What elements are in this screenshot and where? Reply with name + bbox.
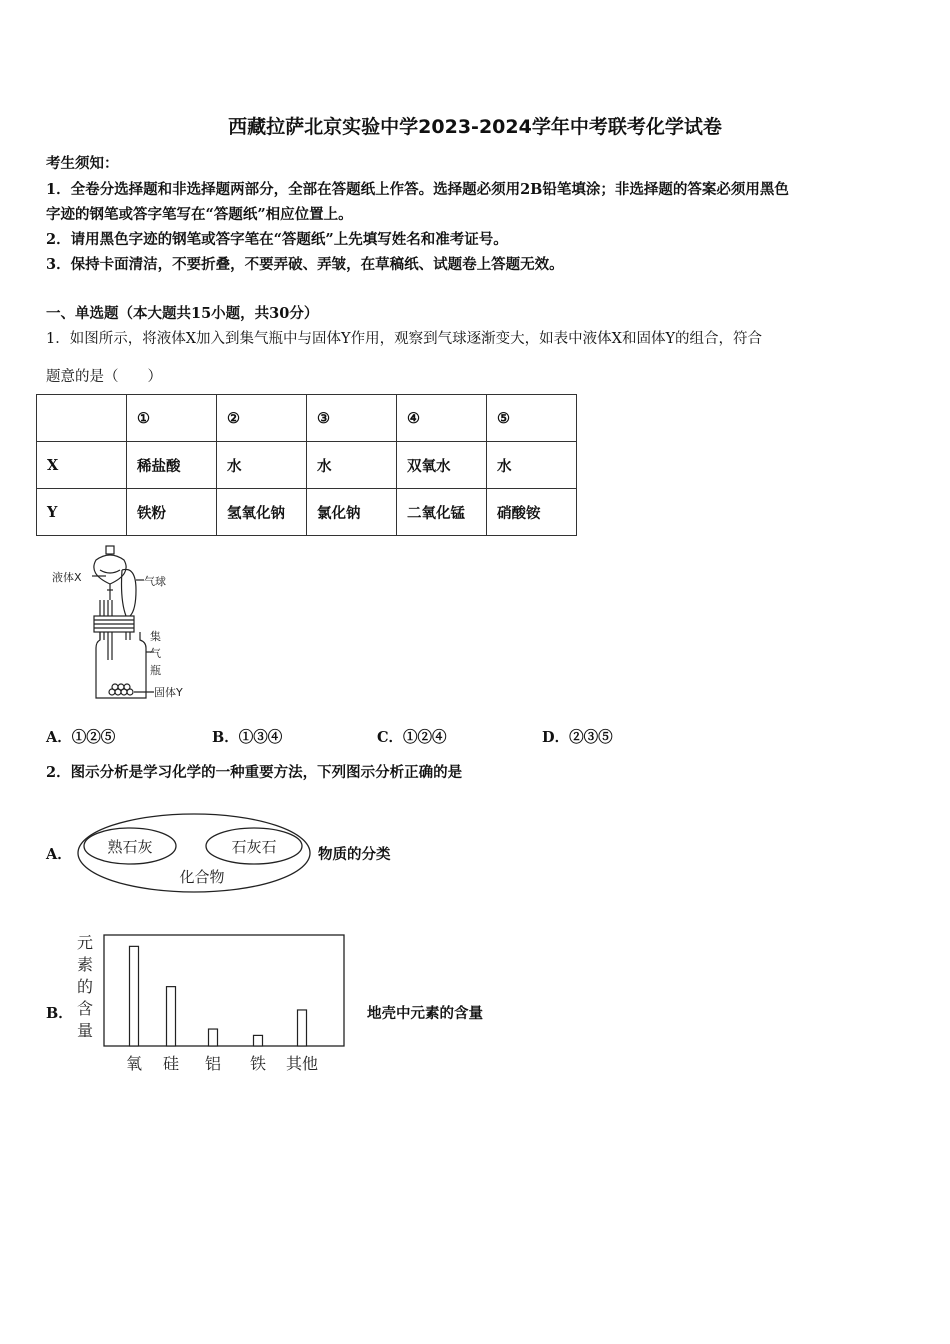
q1-table	[36, 394, 577, 536]
table-row	[37, 395, 577, 442]
bar-3	[209, 1029, 218, 1046]
bar-5	[298, 1010, 307, 1046]
option-letter: A．	[46, 729, 72, 746]
x-tick-label: 其他	[285, 1054, 319, 1073]
plot-frame	[104, 935, 344, 1046]
table-cell: ③	[307, 395, 397, 442]
notice-item-3: 3．保持卡面清洁，不要折叠，不要弄破、弄皱，在草稿纸、试题卷上答题无效。	[46, 256, 564, 273]
table-cell: 双氧水	[397, 442, 487, 489]
label-bottle-3: 瓶	[150, 664, 161, 677]
label-inner-1: 熟石灰	[107, 838, 153, 856]
apparatus-diagram	[50, 540, 210, 710]
option-letter: B．	[212, 729, 239, 746]
label-liquid-x: 液体X	[52, 571, 82, 584]
table-cell: 二氧化锰	[397, 489, 487, 536]
ylabel-char: 量	[76, 1021, 94, 1040]
q1-option-c[interactable]	[377, 726, 447, 747]
table-cell: 水	[307, 442, 397, 489]
x-tick-label: 铁	[249, 1054, 267, 1073]
q2-option-a-letter[interactable]: A．	[46, 846, 72, 863]
q1-option-a[interactable]	[46, 726, 115, 747]
table-row	[37, 489, 577, 536]
q1-option-d[interactable]	[542, 726, 613, 747]
label-balloon: 气球	[144, 575, 166, 588]
table-cell: 氢氧化钠	[217, 489, 307, 536]
bar-1	[130, 946, 139, 1046]
label-solid-y: 固体Y	[154, 686, 183, 699]
table-cell: 水	[217, 442, 307, 489]
notice-heading: 考生须知：	[46, 155, 119, 172]
table-cell: 稀盐酸	[127, 442, 217, 489]
classification-diagram	[74, 808, 319, 896]
q1-option-b[interactable]	[212, 726, 282, 747]
option-letter: C．	[377, 729, 404, 746]
label-bottle-1: 集	[150, 630, 161, 643]
table-cell: 硝酸铵	[487, 489, 577, 536]
ylabel-char: 的	[76, 977, 94, 996]
option-text: ①③④	[238, 729, 283, 746]
table-cell: ④	[397, 395, 487, 442]
table-cell: Y	[37, 489, 127, 536]
bar-4	[254, 1035, 263, 1046]
q2-stem: 2．图示分析是学习化学的一种重要方法，下列图示分析正确的是	[46, 764, 463, 781]
q2-option-a-caption: 物质的分类	[318, 846, 391, 863]
ylabel-char: 元	[76, 933, 94, 952]
label-inner-2: 石灰石	[231, 838, 277, 856]
ylabel-char: 含	[76, 999, 94, 1018]
table-cell: 氯化钠	[307, 489, 397, 536]
table-cell: X	[37, 442, 127, 489]
table-cell: 铁粉	[127, 489, 217, 536]
table-row	[37, 442, 577, 489]
table-cell	[37, 395, 127, 442]
bar-2	[167, 987, 176, 1046]
label-bottle-2: 气	[150, 647, 161, 660]
section-heading: 一、单选题（本大题共15小题，共30分）	[46, 305, 319, 322]
q1-stem-line1: 1．如图所示，将液体X加入到集气瓶中与固体Y作用，观察到气球逐渐变大，如表中液体X和固体Y的组合，符合	[46, 331, 763, 347]
option-text: ①②④	[403, 729, 447, 746]
notice-item-1-cont: 字迹的钢笔或答字笔写在“答题纸”相应位置上。	[46, 206, 353, 223]
table-cell: ⑤	[487, 395, 577, 442]
q1-stem-line2: 题意的是（ ）	[46, 369, 162, 385]
option-text: ①②⑤	[71, 729, 116, 746]
ylabel-char: 素	[76, 955, 94, 974]
x-tick-label: 氧	[125, 1054, 143, 1073]
table-cell: ②	[217, 395, 307, 442]
notice-item-2: 2．请用黑色字迹的钢笔或答字笔在“答题纸”上先填写姓名和准考证号。	[46, 231, 508, 248]
q2-option-b-letter[interactable]: B．	[46, 1005, 73, 1022]
q2-option-b-caption: 地壳中元素的含量	[367, 1005, 483, 1022]
table-cell: ①	[127, 395, 217, 442]
notice-item-1: 1．全卷分选择题和非选择题两部分，全部在答题纸上作答。选择题必须用2B铅笔填涂；非选择题的答案必须用黑色	[46, 181, 789, 198]
element-content-chart	[70, 928, 360, 1078]
x-tick-label: 铝	[204, 1054, 222, 1073]
page-title: 西藏拉萨北京实验中学2023-2024学年中考联考化学试卷	[228, 116, 722, 138]
label-outer: 化合物	[179, 868, 225, 886]
x-tick-label: 硅	[162, 1054, 180, 1073]
option-letter: D．	[542, 729, 570, 746]
option-text: ②③⑤	[569, 729, 613, 746]
table-cell: 水	[487, 442, 577, 489]
